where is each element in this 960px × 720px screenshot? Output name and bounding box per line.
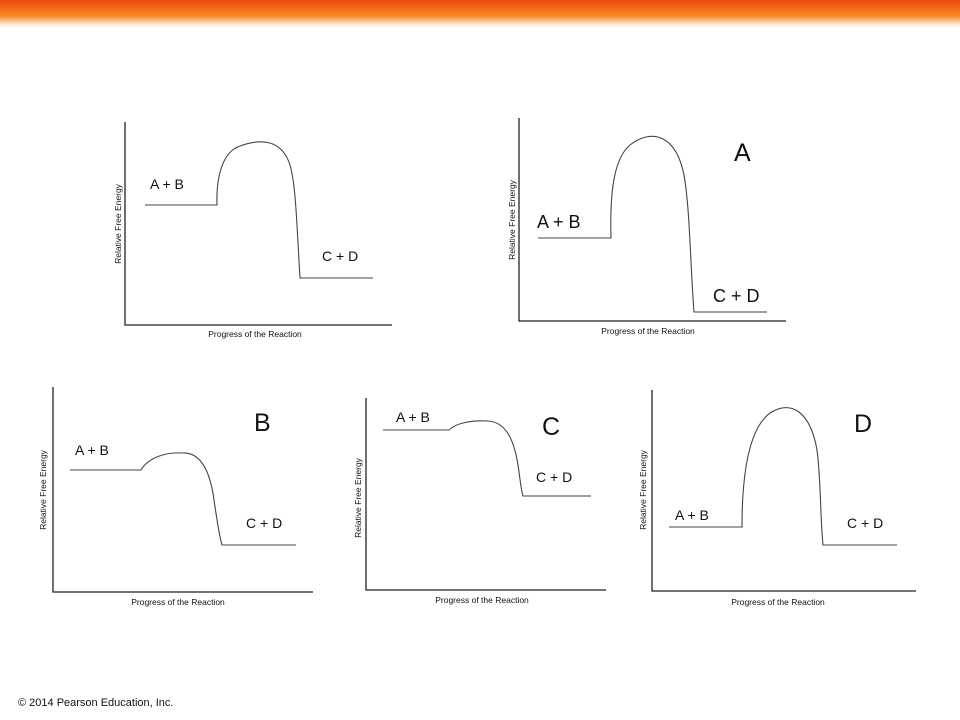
diagram-original-reactants-label: A + B (150, 176, 184, 192)
energy-diagram-d (638, 390, 916, 607)
diagram-d-y-axis-label: Relative Free Energy (638, 450, 648, 530)
diagram-c-y-axis-label: Relative Free Energy (353, 458, 363, 538)
diagram-a-x-axis-label: Progress of the Reaction (601, 326, 695, 336)
diagram-a-products-label: C + D (713, 286, 760, 306)
diagram-c-x-axis-label: Progress of the Reaction (435, 595, 529, 605)
energy-diagram-a (507, 118, 786, 336)
diagram-c-reactants-label: A + B (396, 409, 430, 425)
diagram-a-reactants-label: A + B (537, 212, 581, 232)
diagram-b-axes (53, 387, 313, 592)
diagram-a-y-axis-label: Relative Free Energy (507, 180, 517, 260)
diagram-b-y-axis-label: Relative Free Energy (38, 450, 48, 530)
energy-diagram-original (113, 122, 392, 339)
diagram-b-reactants-label: A + B (75, 442, 109, 458)
diagram-b-x-axis-label: Progress of the Reaction (131, 597, 225, 607)
diagram-original-y-axis-label: Relative Free Energy (113, 184, 123, 264)
diagram-d-axes (652, 390, 916, 591)
diagram-b-energy-curve (70, 453, 296, 545)
diagram-d-reactants-label: A + B (675, 507, 709, 523)
energy-diagram-b (38, 387, 313, 607)
diagram-b-letter: B (254, 409, 271, 437)
diagram-c-products-label: C + D (536, 469, 573, 485)
diagram-d-products-label: C + D (847, 515, 884, 531)
diagram-c-axes (366, 398, 606, 590)
diagram-original-products-label: C + D (322, 248, 359, 264)
diagram-original-x-axis-label: Progress of the Reaction (208, 329, 302, 339)
diagram-d-letter: D (854, 410, 873, 438)
diagram-d-x-axis-label: Progress of the Reaction (731, 597, 825, 607)
copyright-footer: © 2014 Pearson Education, Inc. (18, 697, 174, 709)
diagram-b-products-label: C + D (246, 515, 283, 531)
diagram-a-letter: A (734, 139, 751, 167)
diagram-original-axes (125, 122, 392, 325)
energy-diagram-c (353, 398, 606, 605)
diagram-c-letter: C (542, 413, 561, 441)
